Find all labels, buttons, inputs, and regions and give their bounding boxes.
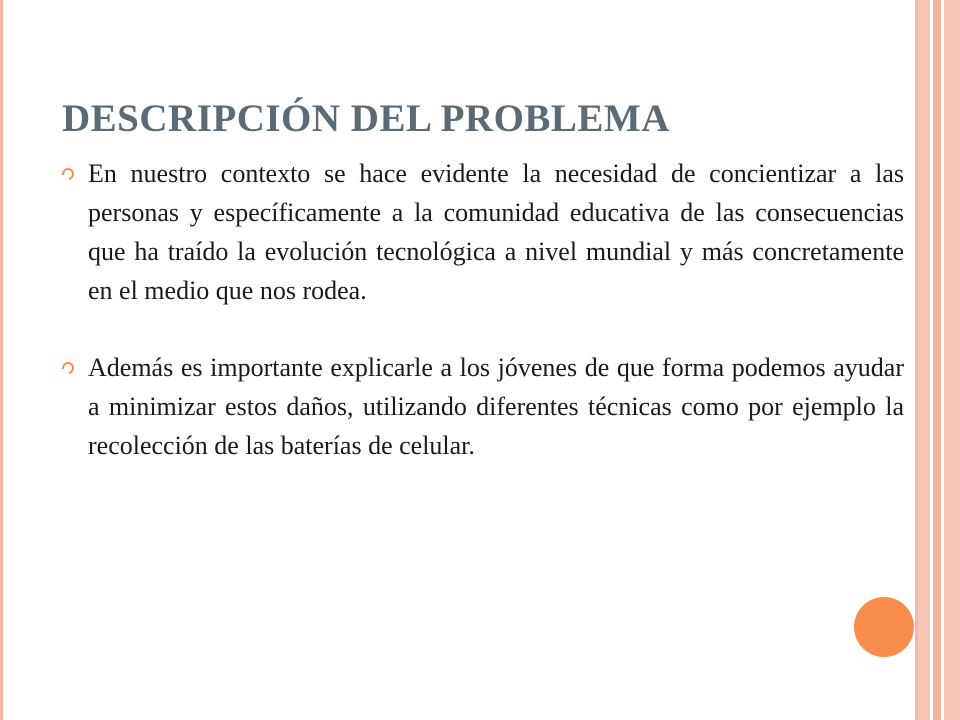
bullet-item xyxy=(62,348,904,465)
bullet-list xyxy=(62,154,904,503)
bullet-item xyxy=(62,154,904,310)
decorative-stripe xyxy=(944,0,960,720)
bullet-ring-icon xyxy=(60,360,77,377)
slide-title: DESCRIPCIÓN DEL PROBLEMA xyxy=(62,97,670,140)
bullet-text: Además es importante explicarle a los jóvenes de que forma podemos ayudar a minimizar estos daños, utilizando diferentes técnicas como por ejemplo la recolección de las baterías de celular. xyxy=(88,353,904,460)
decorative-circle-icon xyxy=(854,597,914,657)
decorative-stripe xyxy=(918,0,930,720)
bullet-text: En nuestro contexto se hace evidente la necesidad de concientizar a las personas y específicamente a la comunidad educativa de las consecuencias que ha traído la evolución tecnológica a nivel mundial y más concretamente en el medio que nos rodea. xyxy=(88,159,904,305)
decorative-stripe xyxy=(933,0,941,720)
bullet-ring-icon xyxy=(60,166,77,183)
